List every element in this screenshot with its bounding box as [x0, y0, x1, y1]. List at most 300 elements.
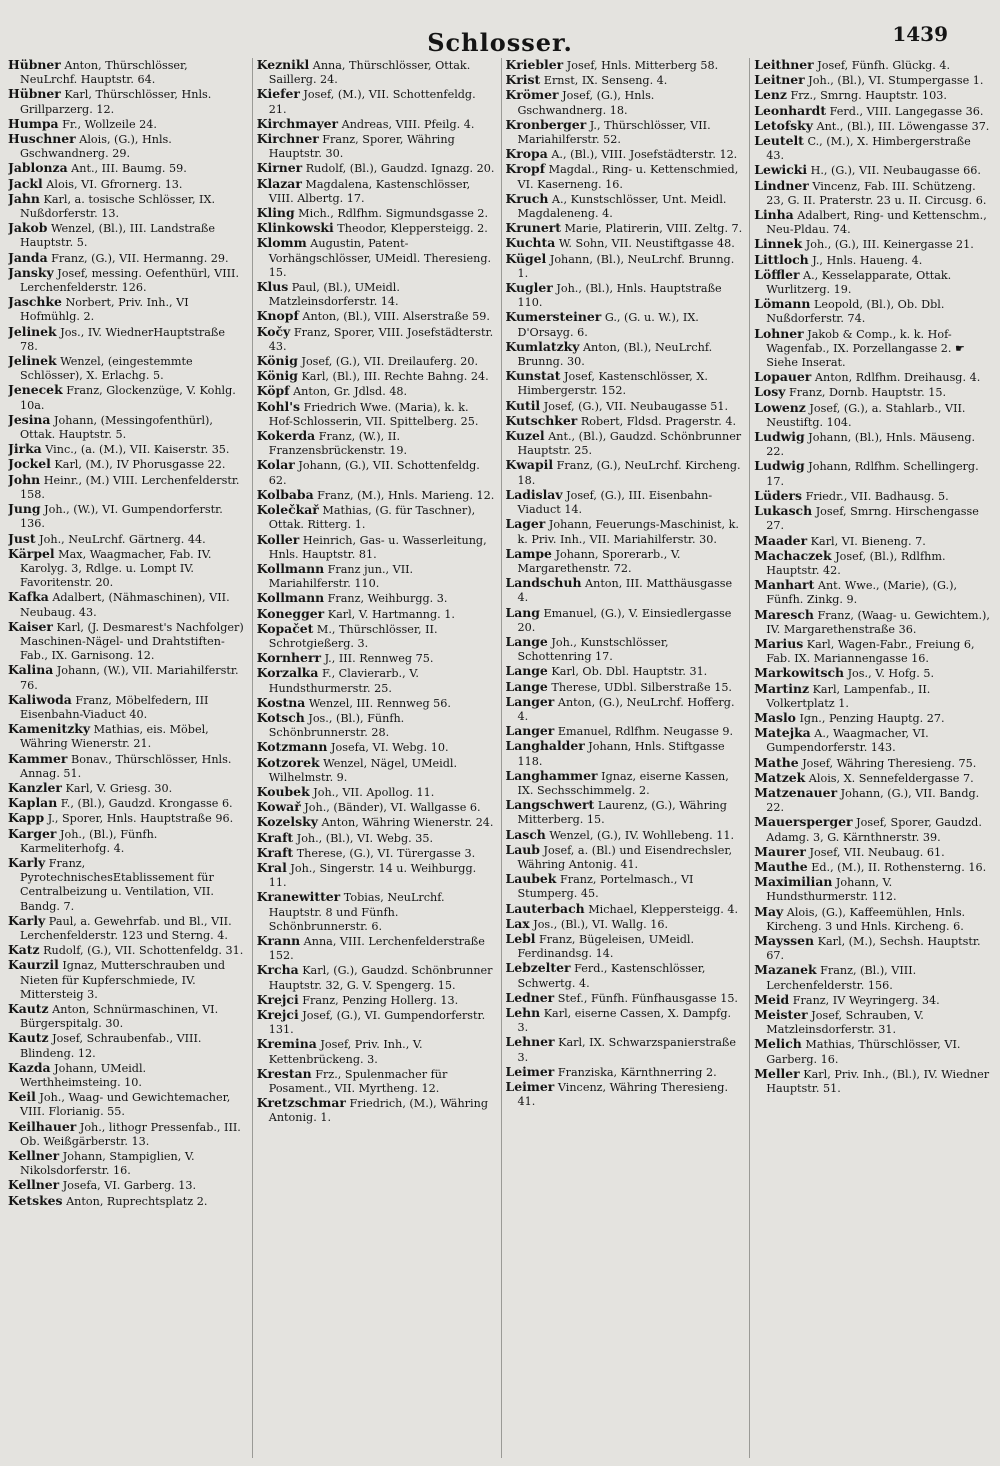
- directory-entry: [754, 905, 992, 934]
- entry-name: Leithner: [754, 58, 814, 72]
- entry-details: Josef, Priv. Inh., V. Kettenbrückeng. 3.: [268, 1038, 423, 1066]
- directory-entry: [506, 843, 744, 872]
- entry-details: Vinc., (a. (M.), VII. Kaiserstr. 35.: [45, 443, 230, 457]
- directory-entry: [257, 161, 495, 176]
- entry-details: Wenzel, III. Rennweg 56.: [308, 696, 451, 710]
- entry-details: Josef, Sporer, Gaudzd. Adamg. 3, G. Kärnthnerstr. 39.: [766, 816, 982, 844]
- entry-details: Jos., (Bl.), Fünfh. Schönbrunnerstr. 28.: [268, 711, 405, 740]
- entry-details: Franz, (G.), NeuLrchf. Kircheng. 18.: [517, 459, 741, 487]
- entry-details: Joh., Kunstschlösser, Schottenring 17.: [517, 635, 669, 664]
- entry-name: May: [754, 903, 784, 919]
- directory-entry: [754, 370, 992, 385]
- entry-name: Katz: [8, 942, 40, 958]
- entry-name: Kozelsky: [256, 814, 318, 830]
- entry-name: Kretzschmar: [256, 1095, 346, 1111]
- directory-entry: [8, 117, 246, 132]
- entry-details: Frz., Smrng. Hauptstr. 103.: [790, 89, 947, 103]
- entry-name: Keil: [8, 1089, 36, 1105]
- directory-entry: [754, 208, 992, 237]
- entry-name: Littloch: [754, 251, 809, 267]
- directory-entry: [8, 87, 246, 116]
- entry-name: Lang: [505, 604, 540, 620]
- directory-entry: [257, 815, 495, 830]
- entry-details: Mathias, (G. für Taschner), Ottak. Ritterg. 1.: [268, 504, 476, 532]
- directory-entry: [754, 549, 992, 578]
- entry-details: Heinrich, Gas- u. Wasserleitung, Hnls. Hauptstr. 81.: [268, 533, 487, 561]
- entry-details: F., Clavierarb., V. Hundsthurmerstr. 25.: [268, 667, 419, 695]
- entry-details: Ignaz, eiserne Kassen, IX. Sechsschimmelg. 2.: [517, 769, 729, 797]
- entry-name: Machaczek: [754, 547, 832, 563]
- entry-name: Kiefer: [256, 86, 300, 102]
- entry-details: J., Sporer, Hnls. Hauptstraße 96.: [47, 812, 234, 826]
- directory-entry: [257, 458, 495, 487]
- entry-name: Klinkowski: [256, 220, 334, 236]
- directory-entry: [8, 752, 246, 781]
- entry-name: Linnek: [754, 236, 803, 252]
- entry-details: Karl, V. Griesg. 30.: [65, 781, 173, 795]
- directory-entry: [506, 902, 744, 917]
- directory-entry: [506, 252, 744, 281]
- directory-entry: [506, 340, 744, 369]
- entry-details: W. Sohn, VII. Neustiftgasse 48.: [558, 237, 735, 251]
- entry-name: Jelinek: [8, 323, 57, 339]
- entry-name: Lukasch: [754, 503, 813, 519]
- entry-details: Johann, (W.), VII. Mariahilferstr. 76.: [20, 664, 239, 692]
- entry-details: Josefa, VI. Webg. 10.: [331, 741, 449, 755]
- entry-name: Maslo: [754, 709, 796, 725]
- entry-name: König: [256, 368, 298, 384]
- entry-name: Kaiser: [8, 618, 53, 634]
- entry-details: Magdalena, Kastenschlösser, VIII. Albertg. 17.: [268, 177, 471, 205]
- directory-entry: [8, 502, 246, 531]
- directory-entry: [257, 503, 495, 532]
- entry-details: Ed., (M.), II. Rothensterng. 16.: [811, 860, 987, 874]
- entry-details: Franz, Dornb. Hauptstr. 15.: [788, 386, 947, 400]
- entry-name: Kaplan: [8, 795, 58, 811]
- entry-name: Jelinek: [8, 353, 57, 369]
- directory-entry: [257, 206, 495, 221]
- directory-entry: [506, 429, 744, 458]
- entry-details: Frz., Spulenmacher für Posament., VII. Myrtheng. 12.: [268, 1067, 448, 1096]
- directory-entry: [257, 384, 495, 399]
- directory-entry: [257, 177, 495, 206]
- entry-details: Anton, Thürschlösser, NeuLrchf. Hauptstr. 64.: [20, 59, 188, 87]
- directory-entry: [8, 811, 246, 826]
- entry-details: Paul, (Bl.), UMeidl. Matzleinsdorferstr. 14.: [268, 281, 400, 309]
- entry-details: Vincenz, Fab. III. Schützeng. 23, G. II. Praterstr. 23 u. II. Circusg. 6.: [766, 179, 987, 207]
- directory-entry: [754, 682, 992, 711]
- entry-details: Ferd., Kastenschlösser, Schwertg. 4.: [517, 962, 706, 990]
- entry-name: Kunstat: [505, 368, 561, 384]
- directory-entry: [506, 635, 744, 664]
- entry-details: Josef, Kastenschlösser, X. Himbergerstr. 152.: [517, 370, 708, 398]
- entry-name: Jablonza: [8, 160, 68, 176]
- directory-entry: [506, 1035, 744, 1064]
- entry-name: Jung: [8, 501, 41, 517]
- entry-details: Karl, Thürschlösser, Hnls. Grillparzerg. 12.: [20, 88, 212, 116]
- entry-details: Joh., NeuLrchf. Gärtnerg. 44.: [39, 532, 206, 546]
- entry-details: Franz, Sporer, VIII. Josefstädterstr. 43.: [268, 325, 494, 353]
- entry-details: Joh., (Bl.), VI. Stumpergasse 1.: [808, 74, 984, 88]
- entry-name: Mayssen: [754, 932, 815, 948]
- entry-name: Ludwig: [754, 458, 805, 474]
- entry-details: Josef, Smrng. Hirschengasse 27.: [766, 505, 979, 533]
- directory-entry: [8, 58, 246, 87]
- entry-details: Johann, Sporerarb., V. Margarethenstr. 72.: [517, 547, 681, 575]
- directory-entry: [506, 1006, 744, 1035]
- directory-entry: [754, 1008, 992, 1037]
- entry-name: Karger: [8, 825, 57, 841]
- entry-details: Jos., V. Hofg. 5.: [847, 667, 935, 681]
- entry-name: Mazanek: [754, 962, 817, 978]
- entry-name: Leonhardt: [754, 102, 827, 118]
- entry-details: Therese, (G.), VI. Türergasse 3.: [296, 846, 476, 860]
- directory-entry: [506, 680, 744, 695]
- entry-details: Ignaz, Mutterschrauben und Nieten für Kupferschmiede, IV. Mittersteig 3.: [20, 959, 225, 1001]
- entry-details: Joh., Singerstr. 14 u. Weihburgg. 11.: [268, 861, 477, 890]
- directory-entry: [257, 236, 495, 280]
- entry-name: Krann: [256, 932, 301, 948]
- entry-name: Kling: [256, 205, 295, 221]
- entry-details: Mich., Rdlfhm. Sigmundsgasse 2.: [298, 207, 489, 221]
- entry-name: Laubek: [505, 871, 557, 887]
- entry-details: A., (Bl.), VIII. Josefstädterstr. 12.: [551, 148, 738, 162]
- directory-entry: [8, 473, 246, 502]
- entry-name: Lasch: [505, 826, 546, 842]
- directory-entry: [754, 875, 992, 904]
- directory-entry: [8, 442, 246, 457]
- entry-name: Huschner: [8, 131, 76, 147]
- directory-entry: [506, 917, 744, 932]
- directory-entry: [8, 383, 246, 412]
- directory-entry: [8, 827, 246, 856]
- directory-entry: [754, 179, 992, 208]
- entry-name: Kornherr: [256, 650, 321, 666]
- entry-name: Lampe: [505, 545, 552, 561]
- entry-name: Janda: [8, 249, 48, 265]
- directory-entry: [754, 1037, 992, 1066]
- entry-details: Franz, (G.), VII. Hermanng. 29.: [51, 251, 229, 265]
- entry-details: Max, Waagmacher, Fab. IV. Karolyg. 3, Rdlge. u. Lompt IV. Favoritenstr. 20.: [20, 547, 212, 590]
- entry-name: Kautz: [8, 1001, 49, 1016]
- entry-details: Emanuel, (G.), V. Einsiedlergasse 20.: [517, 606, 732, 634]
- directory-entry: [506, 695, 744, 724]
- directory-entry: [257, 622, 495, 651]
- entry-details: Josef, Hnls. Mitterberg 58.: [566, 59, 719, 72]
- entry-name: Manhart: [754, 577, 815, 593]
- directory-entry: [754, 489, 992, 504]
- entry-name: Krestan: [256, 1065, 312, 1081]
- entry-name: Jockel: [8, 456, 51, 472]
- entry-name: Lehn: [505, 1005, 541, 1020]
- entry-details: Joh., lithogr Pressenfab., III. Ob. Weißgärberstr. 13.: [20, 1120, 241, 1148]
- entry-name: Lüders: [754, 487, 803, 503]
- entry-name: Lange: [505, 633, 548, 649]
- directory-entry: [506, 872, 744, 901]
- entry-details: Rudolf, (G.), VII. Schottenfeldg. 31.: [43, 944, 244, 958]
- directory-entry: [257, 861, 495, 890]
- directory-entry: [8, 192, 246, 221]
- directory-entry: [257, 934, 495, 963]
- directory-entry: [8, 251, 246, 266]
- directory-entry: [257, 740, 495, 755]
- entry-details: Jakob & Comp., k. k. Hof-Wagenfab., IX. Porzellangasse 2. ☛ Siehe Inserat.: [766, 327, 966, 370]
- entry-details: Jos., IV. WiednerHauptstraße 78.: [20, 325, 225, 353]
- directory-entry: [506, 547, 744, 576]
- directory-entry: [754, 711, 992, 726]
- entry-details: Ferd., VIII. Langegasse 36.: [829, 104, 984, 118]
- entry-details: Joh., (G.), III. Keinergasse 21.: [805, 238, 974, 252]
- entry-details: Ant., III. Baumg. 59.: [71, 162, 187, 176]
- directory-entry: [754, 1067, 992, 1096]
- entry-details: Karl, (M.), Sechsh. Hauptstr. 67.: [766, 934, 981, 963]
- entry-details: C., (M.), X. Himbergerstraße 43.: [766, 135, 971, 163]
- entry-name: Krejci: [256, 1007, 299, 1022]
- entry-details: Michael, Kleppersteigg. 4.: [588, 902, 739, 916]
- directory-entry: [8, 221, 246, 250]
- directory-entry: [8, 914, 246, 943]
- entry-details: Franz, Portelmasch., VI Stumperg. 45.: [517, 873, 694, 901]
- directory-entry: [257, 58, 495, 87]
- entry-name: Matejka: [754, 725, 811, 741]
- entry-name: Lenz: [754, 87, 787, 103]
- entry-details: Andreas, VIII. Pfeilg. 4.: [341, 117, 475, 131]
- entry-details: Karl, Ob. Dbl. Hauptstr. 31.: [551, 665, 708, 679]
- entry-details: Adalbert, (Nähmaschinen), VII. Neubaug. 43.: [20, 591, 230, 619]
- entry-details: Johann, (G.), VII. Bandg. 22.: [766, 786, 980, 815]
- entry-name: Kumlatzky: [505, 338, 580, 354]
- entry-name: Kaurzil: [8, 957, 59, 973]
- entry-name: Kolečkař: [256, 502, 319, 518]
- column-1: [8, 58, 246, 1458]
- entry-name: Mauthe: [754, 858, 808, 874]
- directory-entry: [257, 1067, 495, 1096]
- entry-details: Josef, (Bl.), Rdlfhm. Hauptstr. 42.: [766, 549, 946, 577]
- entry-details: Franz, Weihburgg. 3.: [327, 592, 448, 606]
- entry-details: Tobias, NeuLrchf. Hauptstr. 8 und Fünfh. Schönbrunnerstr. 6.: [268, 891, 445, 933]
- directory-entry: [257, 607, 495, 622]
- entry-name: Jahn: [8, 190, 40, 206]
- entry-name: Köpf: [256, 383, 290, 399]
- directory-entry: [8, 1178, 246, 1193]
- entry-details: Karl, (M.), IV Phorusgasse 22.: [54, 458, 226, 472]
- entry-name: Lindner: [754, 177, 809, 193]
- entry-name: Letofsky: [754, 117, 813, 133]
- entry-name: Karly: [8, 912, 46, 928]
- entry-details: Anton, (Bl.), VIII. Alserstraße 59.: [302, 310, 490, 324]
- entry-details: Theodor, Kleppersteigg. 2.: [337, 222, 488, 236]
- entry-details: Josef, (G.), VI. Gumpendorferstr. 131.: [268, 1009, 486, 1037]
- entry-name: Ladislav: [505, 486, 563, 502]
- entry-details: Augustin, Patent-Vorhängschlösser, UMeidl. Theresieng. 15.: [268, 237, 492, 279]
- directory-entry: [506, 798, 744, 827]
- directory-entry: [257, 963, 495, 992]
- entry-name: Kalina: [8, 662, 54, 678]
- directory-entry: [8, 1090, 246, 1119]
- directory-entry: [754, 73, 992, 88]
- entry-details: Josefa, VI. Garberg. 13.: [62, 1179, 197, 1193]
- directory-entry: [506, 192, 744, 221]
- entry-details: Josef, Schrauben, V. Matzleinsdorferstr. 31.: [766, 1009, 924, 1037]
- entry-details: J., Thürschlösser, VII. Mariahilferstr. 52.: [517, 118, 711, 147]
- entry-name: Kanzler: [8, 779, 62, 795]
- entry-name: Jansky: [8, 264, 54, 280]
- entry-details: Joh., (Bl.), Hnls. Hauptstraße 110.: [517, 282, 722, 310]
- directory-entry: [257, 429, 495, 458]
- entry-details: Karl, (Bl.), III. Rechte Bahng. 24.: [301, 370, 489, 384]
- directory-entry: [8, 590, 246, 619]
- directory-entry: [257, 488, 495, 503]
- entry-name: Kellner: [8, 1177, 60, 1193]
- entry-name: Kautz: [8, 1030, 49, 1046]
- entry-name: Lohner: [754, 325, 804, 341]
- entry-name: Martinz: [754, 680, 809, 696]
- directory-entry: [506, 828, 744, 843]
- directory-entry: [257, 756, 495, 785]
- entry-name: Klus: [256, 279, 289, 295]
- entry-details: Karl, Lampenfab., II. Volkertplatz 1.: [766, 682, 931, 710]
- entry-details: Johann, (G.), VII. Schottenfeldg. 62.: [268, 459, 480, 487]
- directory-entry: [506, 517, 744, 546]
- directory-entry: [257, 1037, 495, 1066]
- entry-name: Melich: [754, 1036, 802, 1052]
- entry-details: Norbert, Priv. Inh., VI Hofmühlg. 2.: [20, 296, 189, 324]
- page-header: [8, 8, 992, 58]
- entry-details: Franz, (M.), Hnls. Marieng. 12.: [317, 488, 495, 502]
- entry-name: Langer: [505, 723, 555, 739]
- directory-entry: [257, 800, 495, 815]
- directory-entry: [257, 354, 495, 369]
- directory-entry: [8, 1031, 246, 1060]
- entry-name: Kočy: [256, 323, 291, 339]
- directory-entry: [506, 88, 744, 117]
- entry-details: Friedr., VII. Badhausg. 5.: [805, 489, 949, 503]
- entry-name: Mathe: [754, 754, 799, 770]
- entry-name: Kotzmann: [256, 739, 328, 755]
- entry-details: Franz, Bügeleisen, UMeidl. Ferdinandsg. 14.: [517, 932, 695, 961]
- entry-name: Kafka: [8, 589, 49, 605]
- entry-name: Kammer: [8, 750, 68, 766]
- entry-details: Josef, (G.), VII. Neubaugasse 51.: [543, 399, 729, 413]
- entry-name: Jaschke: [8, 294, 62, 310]
- directory-entry: [754, 845, 992, 860]
- entry-details: Karl, V. Hartmanng. 1.: [327, 607, 455, 621]
- directory-entry: [506, 458, 744, 487]
- entry-name: Kellner: [8, 1148, 60, 1164]
- entry-details: Josef, (G.), a. Stahlarb., VII. Neustiftg. 104.: [766, 401, 966, 429]
- entry-details: Anton, (G.), NeuLrchf. Hofferg. 4.: [517, 695, 735, 723]
- entry-details: Josef, VII. Neubaug. 61.: [809, 845, 945, 859]
- entry-details: Heinr., (M.) VIII. Lerchenfelderstr. 158.: [20, 473, 240, 501]
- entry-details: Franz jun., VII. Mariahilferstr. 110.: [268, 562, 414, 591]
- entry-name: Karly: [8, 854, 46, 870]
- entry-details: Anton, III. Matthäusgasse 4.: [517, 577, 733, 605]
- directory-entry: [506, 414, 744, 429]
- directory-entry: [506, 221, 744, 236]
- entry-name: John: [8, 471, 41, 487]
- directory-entry: [257, 87, 495, 116]
- entry-details: Adalbert, Ring- und Kettenschm., Neu-Pldau. 74.: [766, 209, 987, 237]
- entry-details: F., (Bl.), Gaudzd. Krongasse 6.: [60, 797, 233, 811]
- entry-name: Krist: [505, 72, 541, 88]
- entry-name: Langhalder: [505, 738, 585, 754]
- entry-details: Joh., (W.), VI. Gumpendorferstr. 136.: [20, 503, 223, 531]
- entry-details: M., Thürschlösser, II. Schrotgießerg. 3.: [268, 622, 438, 650]
- entry-name: Kolar: [256, 457, 295, 473]
- directory-entry: [8, 620, 246, 664]
- entry-details: Ernst, IX. Senseng. 4.: [543, 74, 668, 88]
- entry-details: Karl, (G.), Gaudzd. Schönbrunner Hauptstr. 32, G. V. Spengerg. 15.: [268, 964, 493, 992]
- directory-entry: [506, 236, 744, 251]
- entry-name: Kirner: [256, 160, 303, 176]
- entry-name: Ludwig: [754, 429, 805, 445]
- entry-details: Robert, Fldsd. Pragerstr. 4.: [580, 414, 737, 428]
- entry-details: Therese, UDbl. Silberstraße 15.: [551, 680, 732, 694]
- entry-name: Lopauer: [754, 369, 812, 385]
- entry-details: Ant. Wwe., (Marie), (G.), Fünfh. Zinkg. 9.: [766, 579, 958, 607]
- entry-details: Josef, Schraubenfab., VIII. Blindeng. 12.: [20, 1032, 202, 1060]
- entry-name: Kutschker: [505, 412, 578, 428]
- directory-entry: [8, 1061, 246, 1090]
- entry-details: Alois, (G.), Kaffeemühlen, Hnls. Kircheng. 3 und Hnls. Kircheng. 6.: [766, 905, 966, 933]
- entry-name: Leitner: [754, 72, 805, 88]
- directory-entry: [506, 488, 744, 517]
- entry-details: Jos., (Bl.), VI. Wallg. 16.: [533, 917, 669, 931]
- entry-details: Rudolf, (Bl.), Gaudzd. Ignazg. 20.: [305, 162, 495, 176]
- directory-entry: [754, 58, 992, 73]
- entry-details: Johann, (Bl.), Hnls. Mäuseng. 22.: [766, 431, 976, 459]
- entry-details: Franz, IV Weyringerg. 34.: [792, 993, 940, 1007]
- entry-details: Franz, PyrotechnischesEtablissement für Centralbeizung u. Ventilation, VII. Bandg. 7.: [20, 856, 214, 913]
- entry-name: Kollmann: [256, 590, 325, 606]
- entry-name: Kirchmayer: [256, 115, 339, 131]
- entry-details: Josef, a. (Bl.) und Eisendrechsler, Währing Antonig. 41.: [517, 843, 732, 871]
- directory-entry: [754, 104, 992, 119]
- entry-name: Kolbaba: [256, 486, 314, 502]
- entry-details: Joh., (Bl.), Fünfh. Karmeliterhofg. 4.: [20, 827, 158, 855]
- entry-details: Karl, (J. Desmarest's Nachfolger) Maschinen-Nägel- und Drahtstiften-Fab., IX. Garnisong. 12.: [20, 620, 244, 663]
- entry-name: Lager: [505, 516, 546, 532]
- directory-entry: [8, 295, 246, 324]
- directory-entry: [506, 961, 744, 990]
- entry-details: Ant., (Bl.), Gaudzd. Schönbrunner Hauptstr. 25.: [517, 430, 742, 458]
- directory-entry: [754, 297, 992, 326]
- entry-details: Alois, VI. Gfrornerg. 13.: [46, 177, 183, 191]
- entry-name: Lowenz: [754, 399, 806, 415]
- entry-details: Anton, (Bl.), NeuLrchf. Brunng. 30.: [517, 340, 713, 369]
- directory-entry: [754, 815, 992, 844]
- directory-entry: [257, 651, 495, 666]
- entry-name: Kollmann: [256, 560, 325, 576]
- entry-name: Jenecek: [8, 382, 63, 398]
- entry-name: Klazar: [256, 175, 302, 191]
- directory-entry: [257, 993, 495, 1008]
- directory-entry: [8, 413, 246, 442]
- entry-details: Laurenz, (G.), Währing Mitterberg. 15.: [517, 799, 727, 827]
- entry-details: Ant., (Bl.), III. Löwengasse 37.: [816, 119, 990, 133]
- directory-entry: [754, 253, 992, 268]
- directory-entry: [754, 268, 992, 297]
- directory-entry: [257, 696, 495, 711]
- directory-entry: [8, 796, 246, 811]
- entry-name: Maresch: [754, 606, 814, 622]
- entry-name: Kumersteiner: [505, 309, 602, 325]
- entry-details: Franz, (Bl.), VIII. Lerchenfelderstr. 156.: [766, 964, 917, 992]
- entry-name: Maader: [754, 532, 808, 548]
- directory-entry: [506, 1065, 744, 1080]
- directory-entry: [506, 576, 744, 605]
- entry-name: Humpa: [8, 115, 59, 131]
